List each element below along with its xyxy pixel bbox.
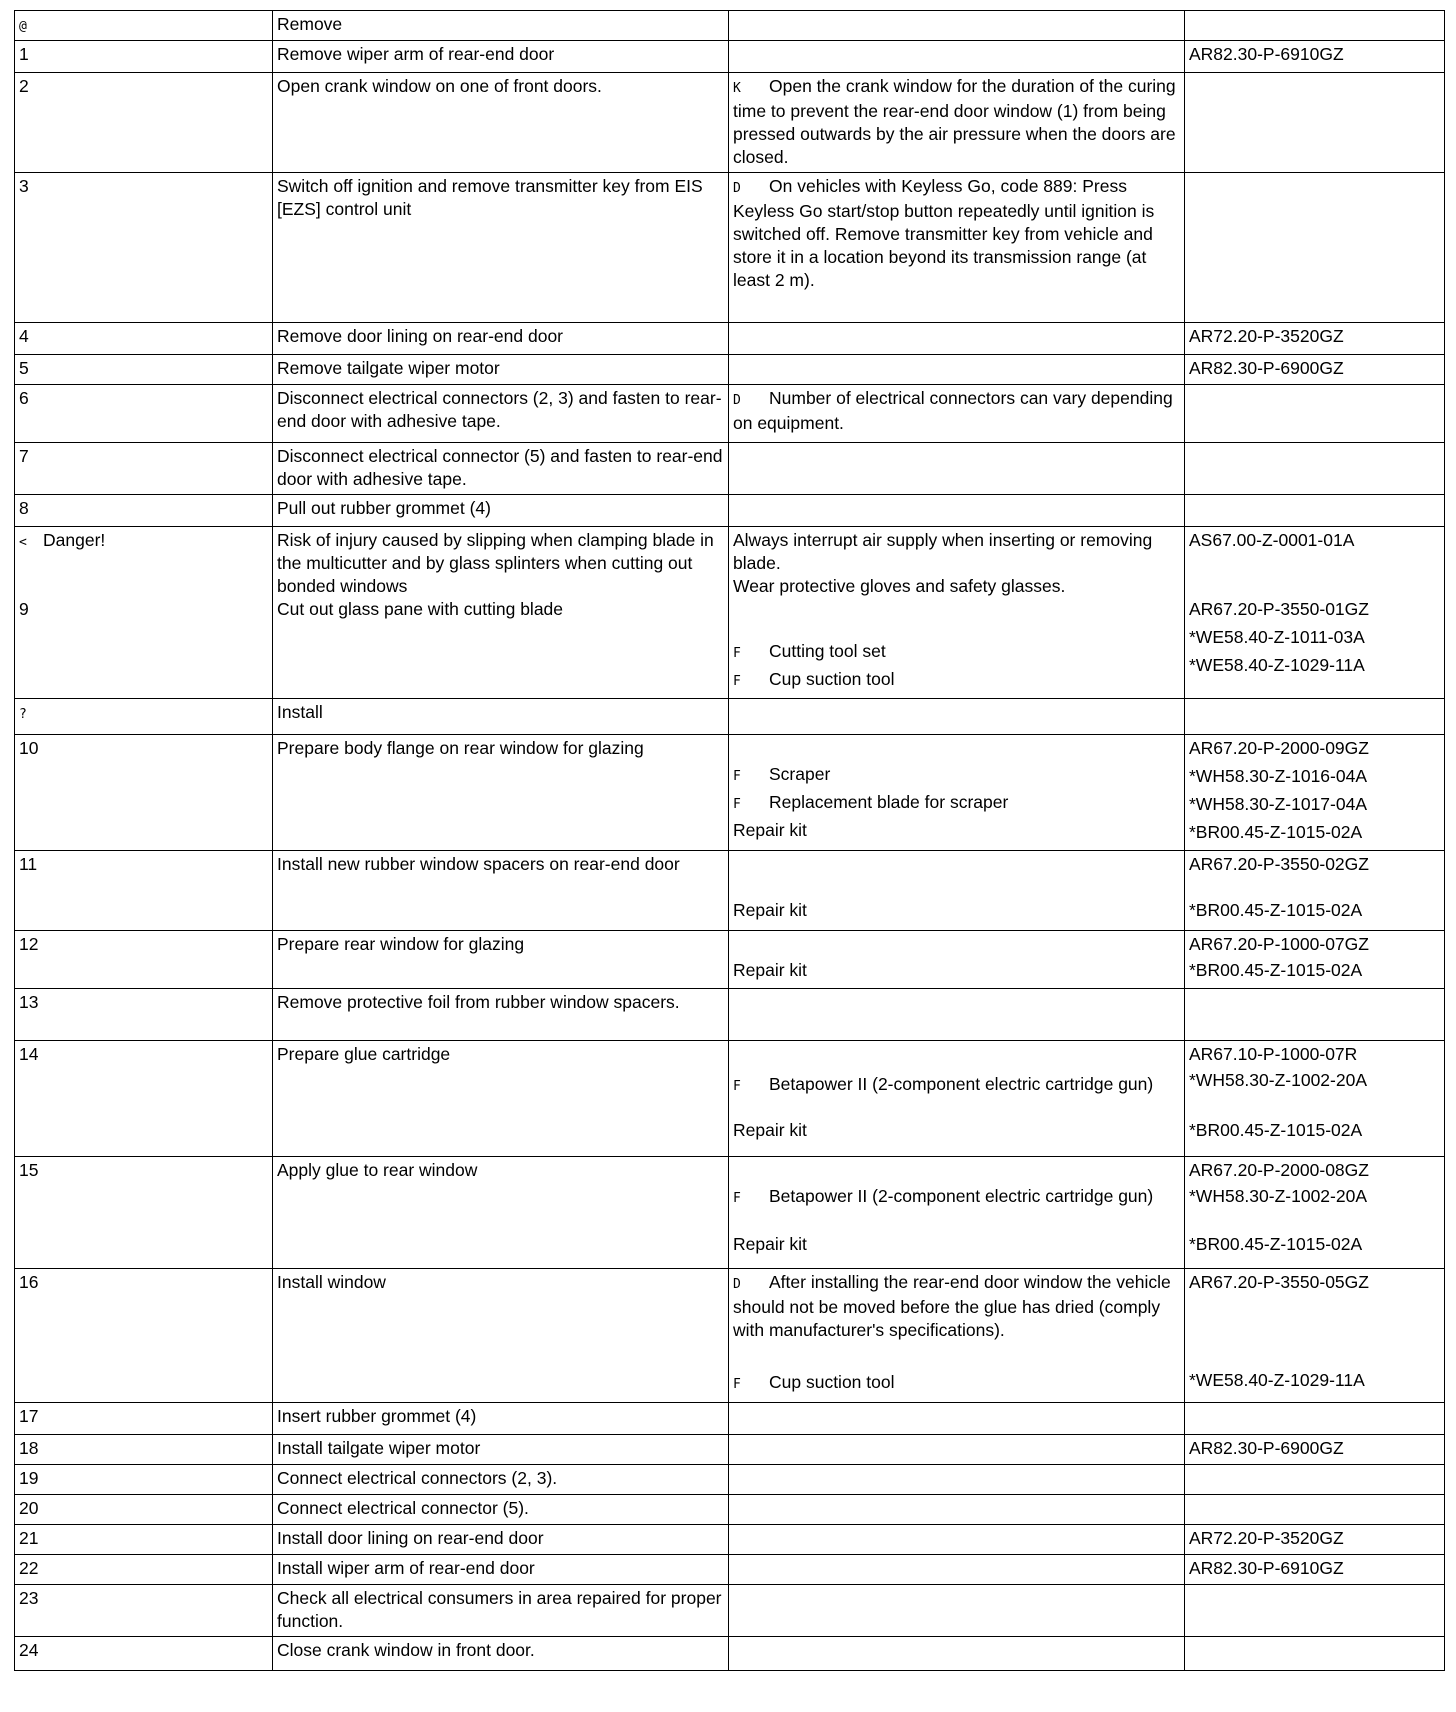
reference: AR67.20-P-2000-09GZ xyxy=(1189,738,1369,758)
step-reference: AR72.20-P-3520GZ xyxy=(1185,1525,1445,1555)
step-number: @ xyxy=(15,11,273,41)
step-action-text: Cut out glass pane with cutting blade xyxy=(277,599,564,619)
tool-reference: *BR00.45-Z-1015-02A xyxy=(1189,960,1363,980)
step-reference xyxy=(1185,699,1445,735)
step-note xyxy=(729,385,1185,443)
step-action: Remove tailgate wiper motor xyxy=(273,355,729,385)
procedure-table xyxy=(14,10,1445,1671)
note-symbol: K xyxy=(733,81,741,96)
step-row xyxy=(15,931,1445,989)
step-number: 4 xyxy=(15,323,273,355)
step-action: Remove protective foil from rubber window spacers. xyxy=(273,989,729,1041)
step-reference xyxy=(1185,73,1445,173)
step-reference xyxy=(1185,989,1445,1041)
step-reference xyxy=(1185,1495,1445,1525)
tool-reference: *BR00.45-Z-1015-02A xyxy=(1189,822,1363,842)
step-row xyxy=(15,323,1445,355)
step-number: 21 xyxy=(15,1525,273,1555)
tool-reference: *WH58.30-Z-1016-04A xyxy=(1189,766,1367,786)
step-row xyxy=(15,1495,1445,1525)
step-reference xyxy=(1185,495,1445,527)
step-reference xyxy=(1185,851,1445,931)
step-note xyxy=(729,989,1185,1041)
step-note xyxy=(729,443,1185,495)
tool-reference: *WH58.30-Z-1002-20A xyxy=(1189,1186,1367,1206)
step-number: 5 xyxy=(15,355,273,385)
step-note xyxy=(729,173,1185,323)
step-reference xyxy=(1185,11,1445,41)
step-number-value: 9 xyxy=(19,599,29,619)
step-row xyxy=(15,1555,1445,1585)
step-note xyxy=(729,1637,1185,1671)
step-note xyxy=(729,1525,1185,1555)
step-note xyxy=(729,1435,1185,1465)
step-note xyxy=(729,11,1185,41)
step-row xyxy=(15,443,1445,495)
step-note xyxy=(729,355,1185,385)
step-action: Open crank window on one of front doors. xyxy=(273,73,729,173)
tool-name: Cup suction tool xyxy=(769,669,895,689)
tool-icon: F xyxy=(733,674,741,689)
tool-reference: *WE58.40-Z-1011-03A xyxy=(1189,627,1365,647)
step-note xyxy=(729,73,1185,173)
step-note xyxy=(729,1465,1185,1495)
step-number: 20 xyxy=(15,1495,273,1525)
tool-icon: F xyxy=(733,1191,741,1206)
step-action: Insert rubber grommet (4) xyxy=(273,1403,729,1435)
step-reference: AR82.30-P-6900GZ xyxy=(1185,355,1445,385)
step-row xyxy=(15,355,1445,385)
step-number: 16 xyxy=(15,1269,273,1403)
step-action: Prepare rear window for glazing xyxy=(273,931,729,989)
step-note xyxy=(729,1495,1185,1525)
tool-icon: F xyxy=(733,1079,741,1094)
step-action: Disconnect electrical connector (5) and fasten to rear-end door with adhesive tape. xyxy=(273,443,729,495)
tool-reference: *BR00.45-Z-1015-02A xyxy=(1189,900,1363,920)
step-number: 23 xyxy=(15,1585,273,1637)
step-row xyxy=(15,1157,1445,1269)
step-note xyxy=(729,1555,1185,1585)
step-reference xyxy=(1185,173,1445,323)
tool-icon: F xyxy=(733,797,741,812)
step-note xyxy=(729,1269,1185,1403)
step-number xyxy=(15,527,273,699)
step-row xyxy=(15,1637,1445,1671)
tool-name: Cup suction tool xyxy=(769,1372,895,1392)
step-number: 8 xyxy=(15,495,273,527)
step-reference: AR82.30-P-6900GZ xyxy=(1185,1435,1445,1465)
reference: AR67.20-P-3550-01GZ xyxy=(1189,599,1369,619)
step-row xyxy=(15,1041,1445,1157)
tool-name: Repair kit xyxy=(733,960,807,980)
step-number: 13 xyxy=(15,989,273,1041)
step-action: Pull out rubber grommet (4) xyxy=(273,495,729,527)
step-note xyxy=(729,1157,1185,1269)
step-number: 6 xyxy=(15,385,273,443)
step-row xyxy=(15,173,1445,323)
step-number: 15 xyxy=(15,1157,273,1269)
step-note xyxy=(729,1585,1185,1637)
step-number: 19 xyxy=(15,1465,273,1495)
step-action: Connect electrical connector (5). xyxy=(273,1495,729,1525)
step-action: Switch off ignition and remove transmitter key from EIS [EZS] control unit xyxy=(273,173,729,323)
step-note xyxy=(729,495,1185,527)
step-reference: AR82.30-P-6910GZ xyxy=(1185,1555,1445,1585)
tool-icon: F xyxy=(733,1377,741,1392)
step-number: 7 xyxy=(15,443,273,495)
reference: AR67.20-P-2000-08GZ xyxy=(1189,1160,1369,1180)
step-note xyxy=(729,735,1185,851)
step-reference xyxy=(1185,1465,1445,1495)
step-reference: AR72.20-P-3520GZ xyxy=(1185,323,1445,355)
step-action: Disconnect electrical connectors (2, 3) and fasten to rear-end door with adhesive tape. xyxy=(273,385,729,443)
step-row xyxy=(15,851,1445,931)
note-text: After installing the rear-end door window the vehicle should not be moved before the glue has dried (comply with manufacturer's specifications). xyxy=(733,1272,1171,1340)
tool-icon: F xyxy=(733,646,741,661)
section-row-remove xyxy=(15,11,1445,41)
step-action: Install window xyxy=(273,1269,729,1403)
step-reference xyxy=(1185,443,1445,495)
note-symbol: D xyxy=(733,181,741,196)
step-action: Prepare body flange on rear window for glazing xyxy=(273,735,729,851)
tool-icon: F xyxy=(733,769,741,784)
step-note xyxy=(729,851,1185,931)
note-symbol: D xyxy=(733,1277,741,1292)
step-number: 24 xyxy=(15,1637,273,1671)
step-row xyxy=(15,385,1445,443)
step-note xyxy=(729,41,1185,73)
tool-name: Repair kit xyxy=(733,820,807,840)
step-action: Apply glue to rear window xyxy=(273,1157,729,1269)
step-row xyxy=(15,1585,1445,1637)
step-reference xyxy=(1185,1269,1445,1403)
step-action: Prepare glue cartridge xyxy=(273,1041,729,1157)
step-note xyxy=(729,1041,1185,1157)
reference: AR67.10-P-1000-07R xyxy=(1189,1044,1358,1064)
step-row xyxy=(15,1269,1445,1403)
section-row-install xyxy=(15,699,1445,735)
step-reference xyxy=(1185,735,1445,851)
step-number: 3 xyxy=(15,173,273,323)
step-number: 1 xyxy=(15,41,273,73)
step-row xyxy=(15,735,1445,851)
tool-name: Betapower II (2-component electric cartridge gun) xyxy=(769,1186,1154,1206)
danger-note: Always interrupt air supply when inserting or removing blade. xyxy=(733,530,1153,573)
step-reference xyxy=(1185,931,1445,989)
step-action: Install wiper arm of rear-end door xyxy=(273,1555,729,1585)
step-row xyxy=(15,1403,1445,1435)
step-number: 22 xyxy=(15,1555,273,1585)
step-number: 2 xyxy=(15,73,273,173)
tool-name: Repair kit xyxy=(733,900,807,920)
step-action: Close crank window in front door. xyxy=(273,1637,729,1671)
step-note xyxy=(729,323,1185,355)
tool-reference: *WH58.30-Z-1017-04A xyxy=(1189,794,1367,814)
step-number: 12 xyxy=(15,931,273,989)
step-number: ? xyxy=(15,699,273,735)
step-row xyxy=(15,1525,1445,1555)
step-action: Install xyxy=(273,699,729,735)
step-reference xyxy=(1185,1585,1445,1637)
step-reference xyxy=(1185,1157,1445,1269)
note-text: Number of electrical connectors can vary depending on equipment. xyxy=(733,388,1173,433)
step-note xyxy=(729,527,1185,699)
step-row xyxy=(15,73,1445,173)
tool-name: Cutting tool set xyxy=(769,641,886,661)
step-number: 17 xyxy=(15,1403,273,1435)
step-action xyxy=(273,527,729,699)
step-action: Remove xyxy=(273,11,729,41)
step-number: 18 xyxy=(15,1435,273,1465)
tool-reference: *WH58.30-Z-1002-20A xyxy=(1189,1070,1367,1090)
step-row xyxy=(15,41,1445,73)
tool-name: Betapower II (2-component electric cartridge gun) xyxy=(769,1074,1154,1094)
step-reference xyxy=(1185,1403,1445,1435)
step-row xyxy=(15,1465,1445,1495)
reference: AR67.20-P-3550-05GZ xyxy=(1189,1272,1369,1292)
danger-icon: < xyxy=(19,535,27,550)
tool-reference: *WE58.40-Z-1029-11A xyxy=(1189,1370,1365,1390)
step-row xyxy=(15,989,1445,1041)
step-row xyxy=(15,495,1445,527)
step-note xyxy=(729,931,1185,989)
step-note xyxy=(729,1403,1185,1435)
danger-step-row xyxy=(15,527,1445,699)
step-action: Install new rubber window spacers on rear-end door xyxy=(273,851,729,931)
step-number: 14 xyxy=(15,1041,273,1157)
step-action: Install door lining on rear-end door xyxy=(273,1525,729,1555)
step-row xyxy=(15,1435,1445,1465)
tool-name: Repair kit xyxy=(733,1120,807,1140)
step-number: 10 xyxy=(15,735,273,851)
step-reference xyxy=(1185,1041,1445,1157)
step-note xyxy=(729,699,1185,735)
danger-label: Danger! xyxy=(43,530,106,550)
tool-name: Scraper xyxy=(769,764,831,784)
tool-reference: *WE58.40-Z-1029-11A xyxy=(1189,655,1365,675)
reference: AR67.20-P-3550-02GZ xyxy=(1189,854,1369,874)
step-action: Connect electrical connectors (2, 3). xyxy=(273,1465,729,1495)
step-action: Install tailgate wiper motor xyxy=(273,1435,729,1465)
reference: AR67.20-P-1000-07GZ xyxy=(1189,934,1369,954)
step-action: Remove door lining on rear-end door xyxy=(273,323,729,355)
step-reference: AR82.30-P-6910GZ xyxy=(1185,41,1445,73)
note-symbol: D xyxy=(733,393,741,408)
danger-reference: AS67.00-Z-0001-01A xyxy=(1189,530,1355,550)
note-text: Open the crank window for the duration of the curing time to prevent the rear-end door window (1) from being pressed outwards by the air pressure when the doors are closed. xyxy=(733,76,1176,167)
tool-name: Repair kit xyxy=(733,1234,807,1254)
step-reference xyxy=(1185,527,1445,699)
step-number: 11 xyxy=(15,851,273,931)
danger-text: Risk of injury caused by slipping when clamping blade in the multicutter and by glass splinters when cutting out bonded windows xyxy=(277,530,714,596)
step-action: Check all electrical consumers in area repaired for proper function. xyxy=(273,1585,729,1637)
note-text: On vehicles with Keyless Go, code 889: Press Keyless Go start/stop button repeatedly until ignition is switched off. Remove transmitter key from vehicle and store it in a location beyond its transmission range (at least 2 m). xyxy=(733,176,1155,290)
danger-note: Wear protective gloves and safety glasses. xyxy=(733,576,1066,596)
step-reference xyxy=(1185,1637,1445,1671)
tool-reference: *BR00.45-Z-1015-02A xyxy=(1189,1234,1363,1254)
step-action: Remove wiper arm of rear-end door xyxy=(273,41,729,73)
tool-reference: *BR00.45-Z-1015-02A xyxy=(1189,1120,1363,1140)
tool-name: Replacement blade for scraper xyxy=(769,792,1009,812)
step-reference xyxy=(1185,385,1445,443)
